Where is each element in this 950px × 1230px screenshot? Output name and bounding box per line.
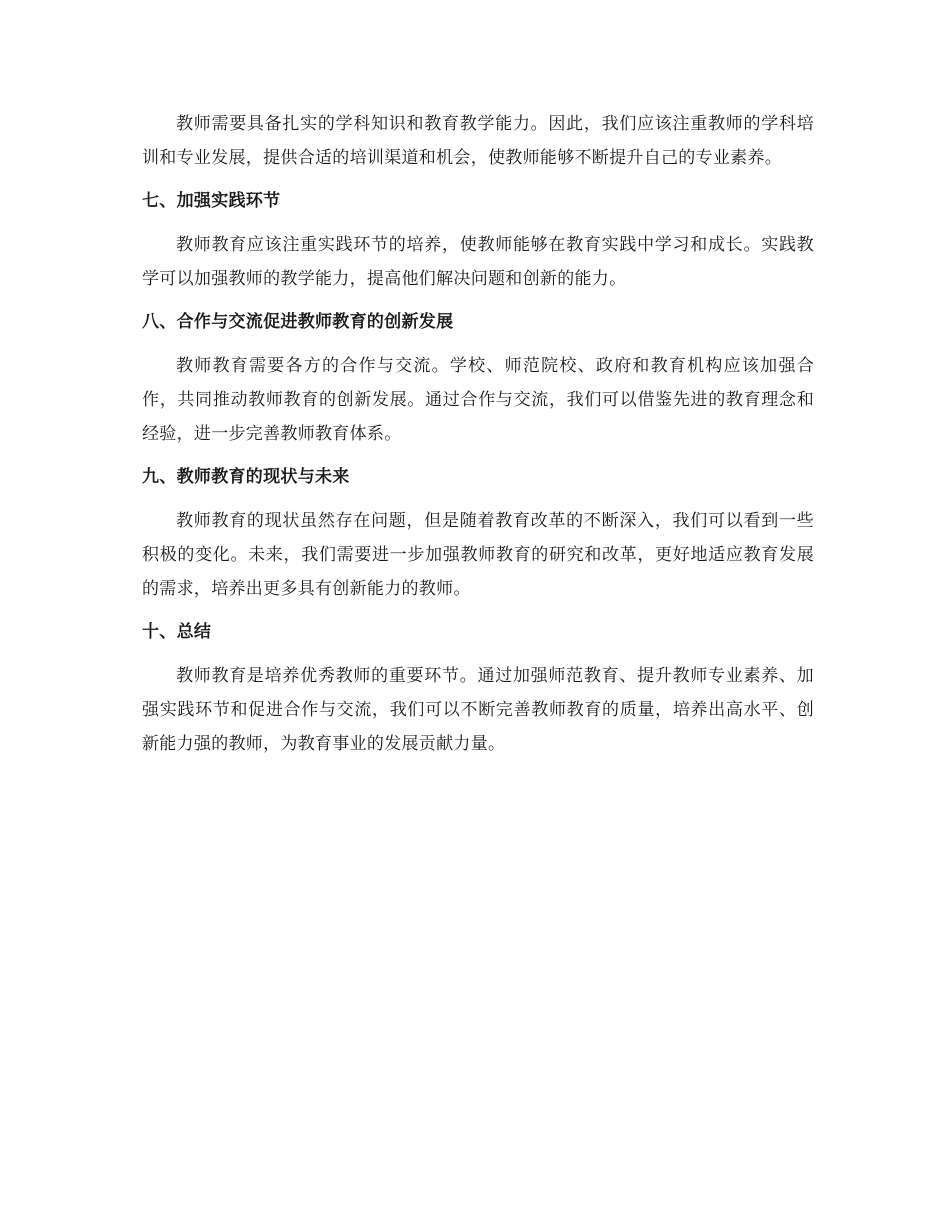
heading-section-10: 十、总结: [142, 622, 212, 642]
heading-section-9: 九、教师教育的现状与未来: [142, 467, 350, 487]
document-body: [142, 107, 814, 769]
paragraph-summary: 教师教育是培养优秀教师的重要环节。通过加强师范教育、提升教师专业素养、加强实践环节和促进合作与交流，我们可以不断完善教师教育的质量，培养出高水平、创新能力强的教师，为教育事业的发展贡献力量。: [142, 666, 814, 754]
heading-section-7: 七、加强实践环节: [142, 191, 281, 211]
paragraph-teacher-subject-knowledge: 教师需要具备扎实的学科知识和教育教学能力。因此，我们应该注重教师的学科培训和专业发展，提供合适的培训渠道和机会，使教师能够不断提升自己的专业素养。: [142, 114, 814, 168]
paragraph-status-future: 教师教育的现状虽然存在问题，但是随着教育改革的不断深入，我们可以看到一些积极的变化。未来，我们需要进一步加强教师教育的研究和改革，更好地适应教育发展的需求，培养出更多具有创新能力的教师。: [142, 511, 814, 599]
paragraph-cooperation: 教师教育需要各方的合作与交流。学校、师范院校、政府和教育机构应该加强合作，共同推动教师教育的创新发展。通过合作与交流，我们可以借鉴先进的教育理念和经验，进一步完善教师教育体系。: [142, 356, 814, 444]
paragraph-practice: 教师教育应该注重实践环节的培养，使教师能够在教育实践中学习和成长。实践教学可以加强教师的教学能力，提高他们解决问题和创新的能力。: [142, 235, 814, 289]
heading-section-8: 八、合作与交流促进教师教育的创新发展: [142, 312, 454, 332]
